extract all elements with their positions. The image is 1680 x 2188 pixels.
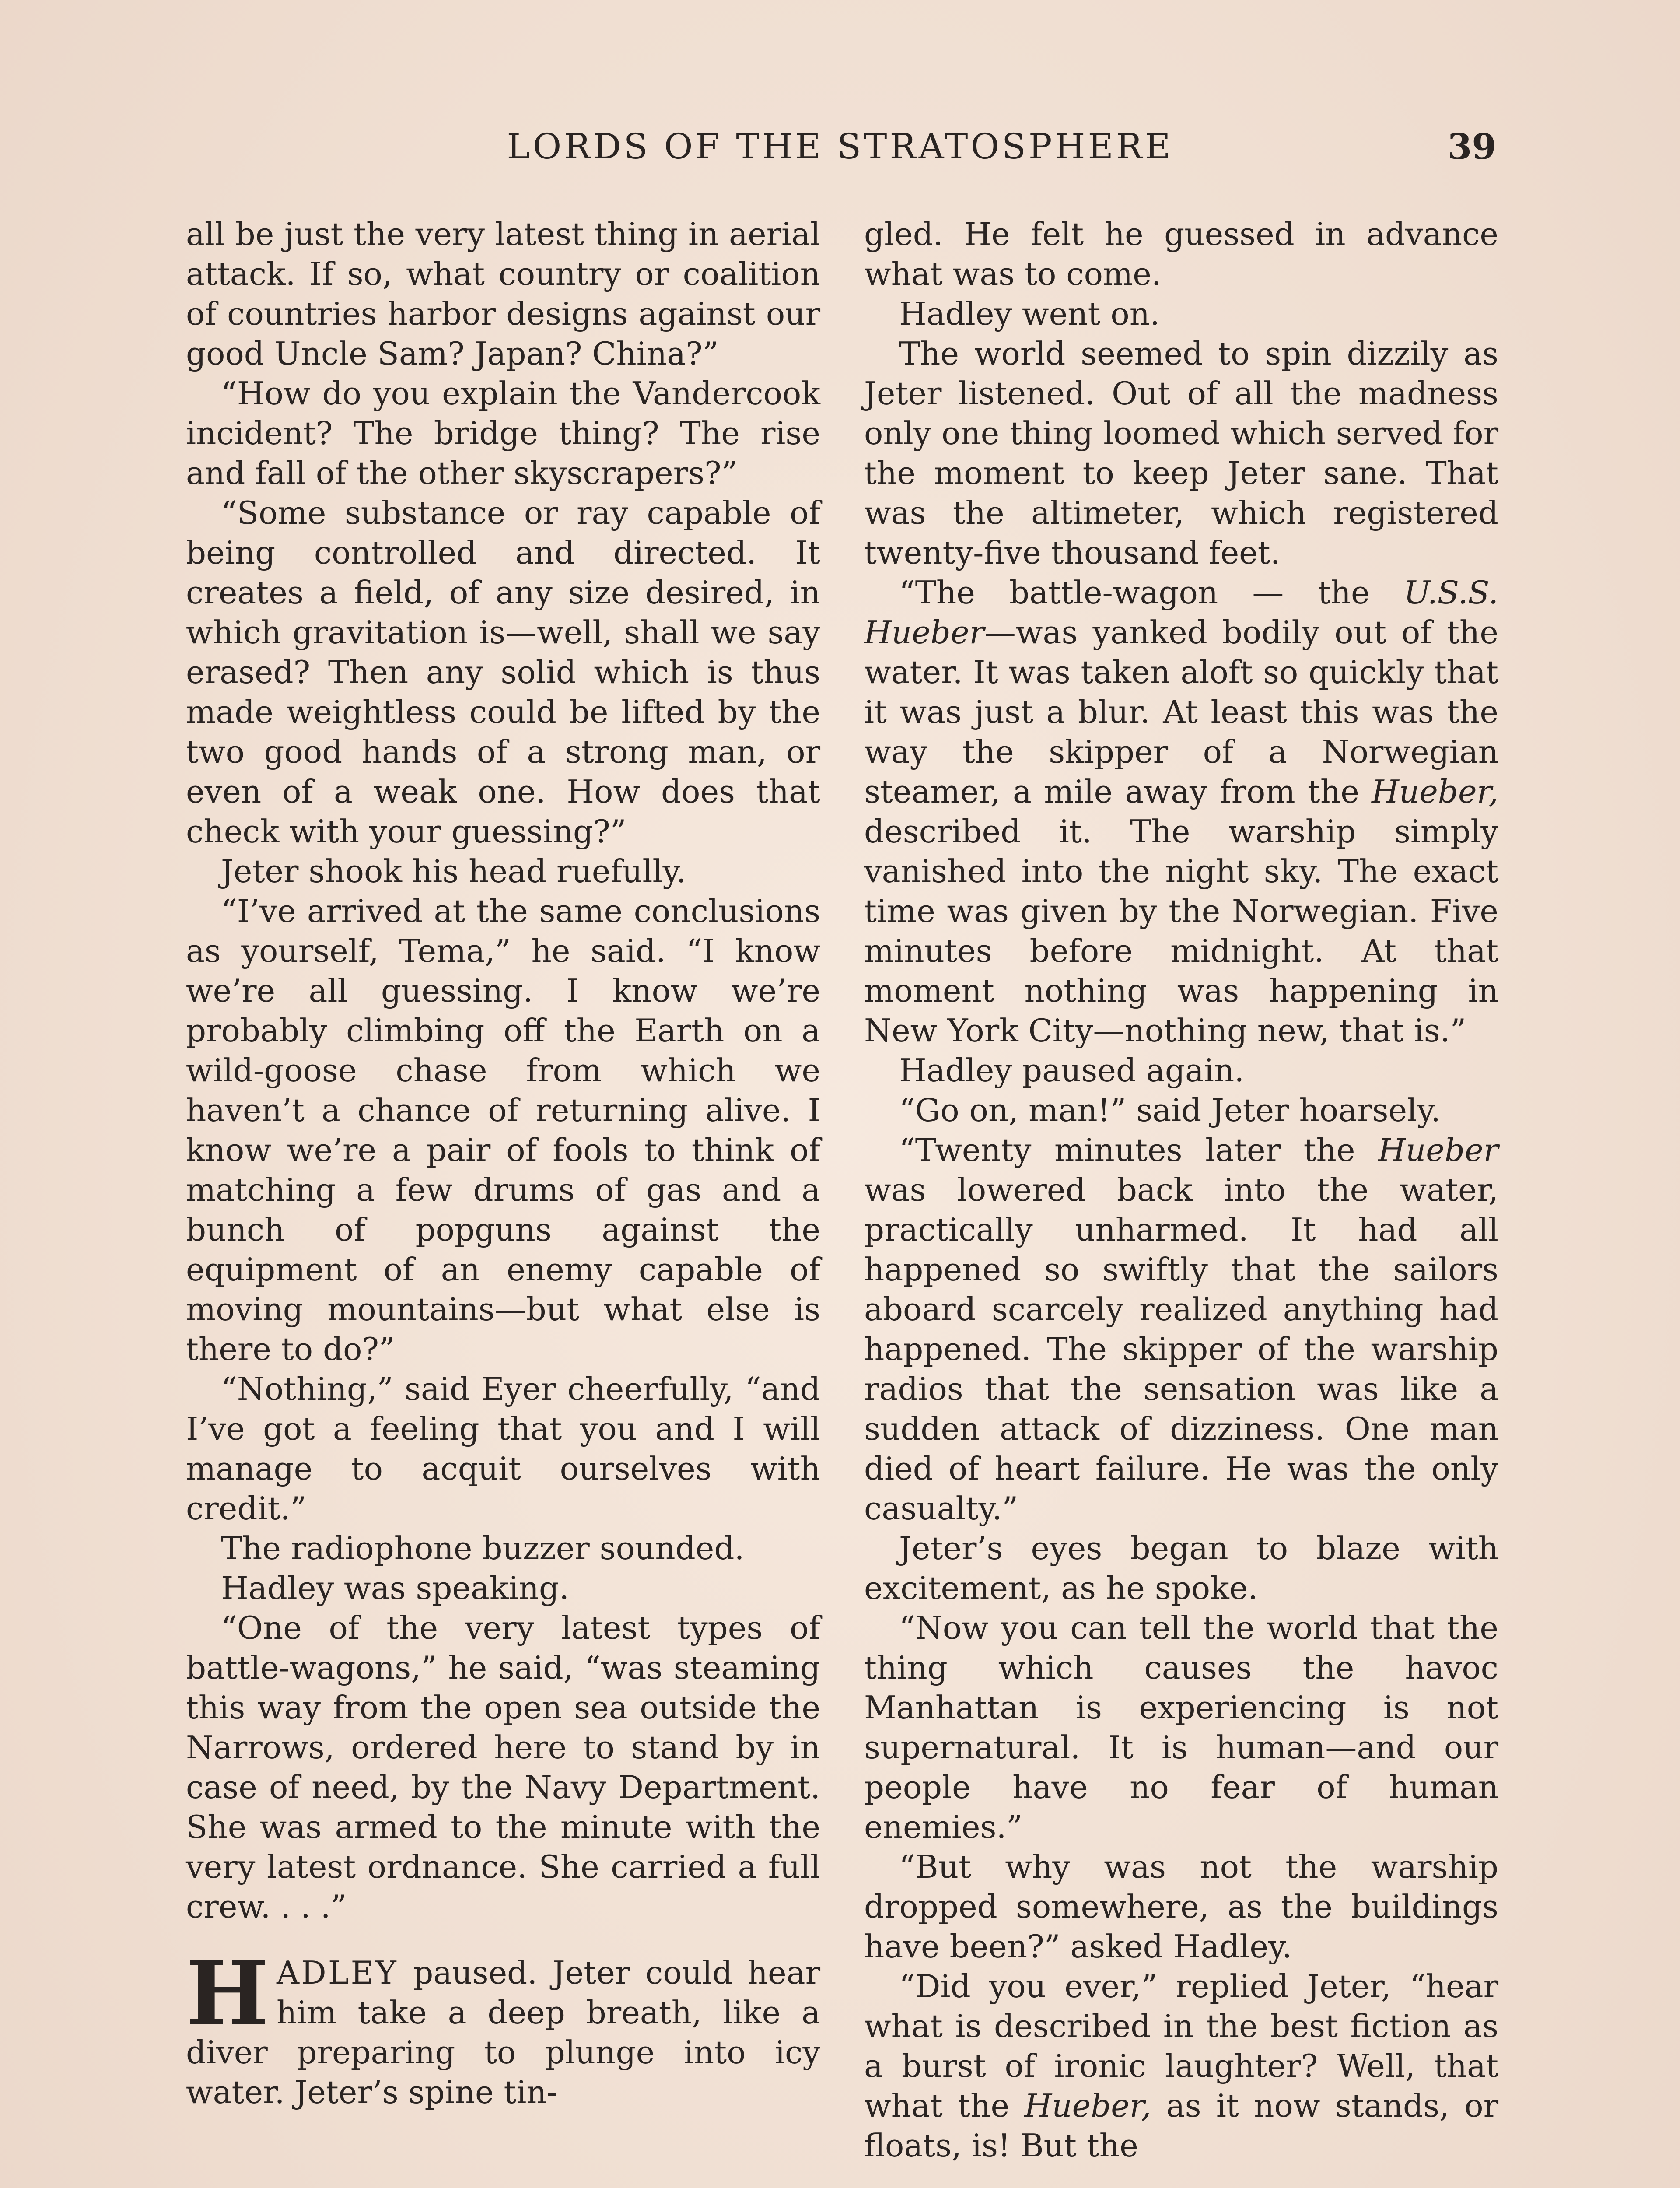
paragraph: all be just the very latest thing in aerial attack. If so, what country or coalition of countries harbor designs against our good Uncle Sam? Japan? China?” xyxy=(186,216,820,372)
paragraph: “One of the very latest types of battle-wagons,” he said, “was steaming this way from the open sea outside the Narrows, ordered here to stand by in case of need, by the Navy Department. She was armed to the minute with the very latest ordnance. She carried a full crew. . . .” xyxy=(186,1609,820,1925)
paragraph xyxy=(864,1967,1498,2166)
paragraph: “How do you explain the Vandercook incident? The bridge thing? The rise and fall of the other skyscrapers?” xyxy=(186,375,820,491)
paragraph: The radiophone buzzer sounded. xyxy=(221,1530,745,1567)
running-head: LORDS OF THE STRATOSPHERE xyxy=(507,126,1173,167)
paragraph: Hadley was speaking. xyxy=(221,1570,569,1606)
paragraph-text: “Twenty minutes later the xyxy=(899,1132,1379,1168)
dropcap-paragraph xyxy=(186,1942,820,2112)
paragraph: “I’ve arrived at the same conclusions as yourself, Tema,” he said. “I know we’re all guessing. I know we’re probably climbing off the Earth on a wild-goose chase from which we haven’t a chance of returning alive. I know we’re a pair of fools to think of matching a few drums of gas and a bunch of popguns against the equipment of an enemy capable of moving mountains—but what else is there to do?” xyxy=(186,893,820,1368)
paragraph: “Now you can tell the world that the thing which causes the havoc Manhattan is experiencing is not supernatural. It is human—and our people have no fear of human enemies.” xyxy=(864,1609,1498,1845)
paragraph: “But why was not the warship dropped somewhere, as the buildings have been?” asked Hadley. xyxy=(864,1848,1498,1965)
paragraph: Hadley went on. xyxy=(899,295,1160,332)
paragraph-text: described it. The warship simply vanished into the night sky. The exact time was given by the Norwegian. Five minutes before midnight. At that moment nothing was happening in New York City—nothing new, that is.” xyxy=(864,813,1498,1049)
ship-name: Hueber, xyxy=(1024,2087,1152,2124)
paragraph: “Some substance or ray capable of being controlled and directed. It creates a field, of any size desired, in which gravitation is—well, shall we say erased? Then any solid which is thus made weightless could be lifted by the two good hands of a strong man, or even of a weak one. How does that check with your guessing?” xyxy=(186,494,820,850)
ship-name: Hueber, xyxy=(1372,773,1498,810)
paragraph-text: was lowered back into the water, practically unharmed. It had all happened so swiftly that the sailors aboard scarcely realized anything had happened. The skipper of the warship radios that the sensation was like a sudden attack of dizziness. One man died of heart failure. He was the only casualty.” xyxy=(864,1171,1498,1527)
paragraph xyxy=(864,573,1498,1051)
drop-cap: H xyxy=(186,1942,269,2045)
paragraph: gled. He felt he guessed in advance what was to come. xyxy=(864,216,1498,292)
page-number: 39 xyxy=(1447,126,1496,167)
right-column xyxy=(864,214,1498,2166)
paragraph: Jeter shook his head ruefully. xyxy=(221,853,686,890)
paragraph-text: paused. Jeter could hear him take a deep breath, like a diver preparing to plunge into icy water. Jeter’s spine tin- xyxy=(186,1954,820,2111)
paragraph: “Nothing,” said Eyer cheerfully, “and I’ve got a feeling that you and I will manage to acquit ourselves with credit.” xyxy=(186,1371,820,1527)
left-column xyxy=(186,214,820,2112)
ship-name: Hueber xyxy=(1378,1132,1498,1168)
ship-name: U.S.S. Hueber xyxy=(864,574,1498,651)
paragraph-text: as it now stands, or floats, is! But the xyxy=(864,2087,1498,2164)
paragraph-text: “Did you ever,” replied Jeter, “hear what is described in the best fiction as a burst of ironic laughter? Well, that what the xyxy=(864,1968,1498,2124)
page-header xyxy=(184,123,1496,171)
paragraph-text: —was yanked bodily out of the water. It was taken aloft so quickly that it was just a blur. At least this was the way the skipper of a Norwegian steamer, a mile away from the xyxy=(864,614,1498,810)
paragraph: “Go on, man!” said Jeter hoarsely. xyxy=(899,1092,1441,1129)
paragraph: The world seemed to spin dizzily as Jeter listened. Out of all the madness only one thing loomed which served for the moment to keep Jeter sane. That was the altimeter, which registered twenty-five thousand feet. xyxy=(864,335,1498,571)
smallcaps-word: ADLEY xyxy=(276,1954,398,1991)
paragraph xyxy=(864,1130,1498,1529)
paragraph: Jeter’s eyes began to blaze with excitement, as he spoke. xyxy=(864,1530,1498,1606)
paragraph: Hadley paused again. xyxy=(899,1052,1245,1089)
paragraph-text: “The battle-wagon — the xyxy=(899,574,1404,611)
